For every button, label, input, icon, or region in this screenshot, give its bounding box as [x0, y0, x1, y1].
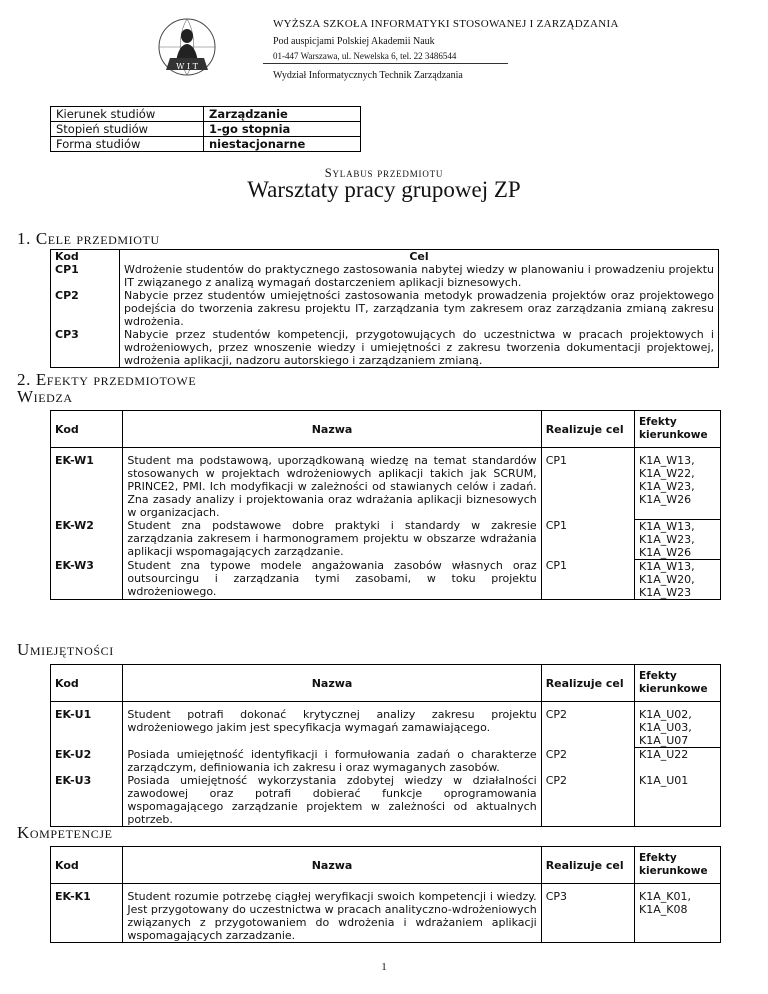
- section-number: 1.: [17, 229, 31, 248]
- outcome-goal: CP2: [541, 708, 634, 748]
- page-number: 1: [381, 961, 387, 973]
- outcome-row: [51, 748, 721, 774]
- effect-code: K1A_W20,: [639, 572, 695, 586]
- outcome-row: [51, 890, 721, 943]
- goal-code: CP3: [51, 328, 120, 368]
- outcome-text: Posiada umiejętność identyfikacji i formułowania zadań o charakterze zarządczym, definiowania ich zakresu i oraz wymaganych zasobów.: [123, 748, 541, 774]
- outcome-row: [51, 774, 721, 827]
- header-divider: [263, 63, 508, 64]
- col-efekty: Efekty kierunkowe: [635, 665, 721, 702]
- info-key: Forma studiów: [51, 137, 204, 152]
- effect-code: K1A_W13,: [639, 519, 695, 533]
- outcome-code: EK-K1: [51, 890, 123, 943]
- outcome-effects: [635, 774, 721, 827]
- effect-code: K1A_U02,: [639, 708, 692, 721]
- table-header-row: [51, 665, 721, 702]
- section-number: 2.: [17, 370, 31, 389]
- outcome-goal: CP2: [541, 774, 634, 827]
- outcome-goal: CP2: [541, 748, 634, 774]
- logo-lettering: W I T: [176, 62, 198, 71]
- info-row: [51, 137, 361, 152]
- outcome-code: EK-U3: [51, 774, 123, 827]
- syllabus-label: Sylabus przedmiotu: [324, 166, 444, 180]
- effect-code: K1A_W13,: [639, 559, 695, 573]
- outcome-text: Student rozumie potrzebę ciągłej weryfikacji swoich kompetencji i wiedzy. Jest przygotowany do uczestnictwa w pracach analityczno-wdrożeniowych związanych z przygotowaniem do wdrożenia i wdrażaniem aplikacji wspomagających zarzadzanie.: [123, 890, 541, 943]
- effect-code: K1A_U01: [639, 773, 689, 787]
- knowledge-table: [50, 410, 721, 600]
- outcome-text: Student zna typowe modele angażowania zasobów własnych oraz outsourcingu i zarządzania tymi zasobami, w toku projektu wdrożeniowego.: [123, 559, 541, 599]
- outcome-goal: CP3: [541, 890, 634, 943]
- col-nazwa: Nazwa: [123, 665, 541, 702]
- section-title: Efekty przedmiotowe: [35, 370, 197, 389]
- address-line: 01-447 Warszawa, ul. Newelska 6, tel. 22 3486544: [273, 51, 457, 61]
- table-header-row: [51, 847, 721, 884]
- goals-header-kod: Kod: [51, 250, 120, 264]
- department-name: Wydział Informatycznych Technik Zarządzania: [273, 70, 463, 81]
- col-realizuje: Realizuje cel: [541, 411, 634, 448]
- goal-code: CP2: [51, 289, 120, 328]
- outcome-code: EK-U1: [51, 708, 123, 748]
- outcome-goal: CP1: [541, 519, 634, 559]
- table-header-row: [51, 411, 721, 448]
- subsection-competences: Kompetencje: [17, 823, 113, 842]
- patron-line: Pod auspicjami Polskiej Akademii Nauk: [273, 36, 435, 47]
- goal-code: CP1: [51, 263, 120, 289]
- effect-code: K1A_U07: [639, 734, 689, 747]
- outcome-effects: [635, 890, 721, 943]
- goal-row: [51, 263, 719, 289]
- effect-code: K1A_W26: [639, 545, 692, 559]
- info-value: niestacjonarne: [204, 137, 361, 152]
- goal-text: Wdrożenie studentów do praktycznego zastosowania nabytej wiedzy w planowaniu i prowadzeniu projektu IT związanego z analizą wymagań dostarczeniem aplikacji biznesowych.: [120, 263, 719, 289]
- outcome-effects: [635, 708, 721, 748]
- goal-row: [51, 289, 719, 328]
- outcome-row: [51, 708, 721, 748]
- info-key: Kierunek studiów: [51, 107, 204, 122]
- university-name: WYŻSZA SZKOŁA INFORMATYKI STOSOWANEJ I ZARZĄDZANIA: [273, 18, 619, 30]
- effect-code: K1A_W23,: [639, 532, 695, 546]
- outcome-code: EK-W1: [51, 454, 123, 519]
- info-key: Stopień studiów: [51, 122, 204, 137]
- effect-code: K1A_W22,: [639, 467, 695, 480]
- skills-table: [50, 664, 721, 827]
- col-efekty: Efekty kierunkowe: [635, 847, 721, 884]
- outcome-effects: [635, 454, 721, 519]
- outcome-row: [51, 559, 721, 599]
- outcome-goal: CP1: [541, 454, 634, 519]
- info-row: [51, 122, 361, 137]
- info-value: 1-go stopnia: [204, 122, 361, 137]
- university-logo: [148, 14, 226, 84]
- col-kod: Kod: [51, 411, 123, 448]
- outcome-text: Student potrafi dokonać krytycznej analizy zakresu projektu wdrożeniowego jakim jest specyfikacja wymagań zamawiającego.: [123, 708, 541, 748]
- subsection-knowledge: Wiedza: [17, 387, 73, 406]
- outcome-effects: [635, 519, 721, 559]
- effect-code: K1A_K08: [639, 903, 688, 916]
- col-realizuje: Realizuje cel: [541, 665, 634, 702]
- effect-code: K1A_U22: [639, 748, 689, 761]
- col-kod: Kod: [51, 665, 123, 702]
- program-info-table: [50, 106, 361, 152]
- section-title: Cele przedmiotu: [35, 229, 160, 248]
- effect-code: K1A_W23,: [639, 480, 695, 493]
- competences-table: [50, 846, 721, 943]
- effect-code: K1A_K01,: [639, 890, 691, 903]
- outcome-effects: [635, 748, 721, 774]
- info-row: [51, 107, 361, 122]
- effect-code: K1A_W23: [639, 585, 692, 599]
- outcome-text: Posiada umiejętność wykorzystania zdobytej wiedzy w działalności zawodowej oraz potrafi dobierać funkcje oprogramowania wspomagającego zarządzanie projektem w zależności od aktualnych potrzeb.: [123, 774, 541, 827]
- course-title: Warsztaty pracy grupowej ZP: [247, 177, 521, 202]
- col-kod: Kod: [51, 847, 123, 884]
- col-nazwa: Nazwa: [123, 411, 541, 448]
- goal-text: Nabycie przez studentów umiejętności zastosowania metodyk prowadzenia projektów oraz projektowego podejścia do tworzenia zakresu projektu IT, zarządzania tym zakresem oraz zarządzania zmianą zakresu wdrożenia.: [120, 289, 719, 328]
- goals-table: [50, 249, 719, 368]
- goals-header-row: [51, 250, 719, 264]
- goal-text: Nabycie przez studentów kompetencji, przygotowujących do uczestnictwa w pracach projektowych i wdrożeniowych, przez wnoszenie wiedzy i umiejętności z zakresu tworzenia dokumentacji projektowej, wdrożenia aplikacji, nadzoru autorskiego i zarządzaniem zmianą.: [120, 328, 719, 368]
- outcome-text: Student zna podstawowe dobre praktyki i standardy w zakresie zarządzania zakresem i harmonogramem projektu w obszarze wdrażania aplikacji wspomagających zarządzanie.: [123, 519, 541, 559]
- outcome-code: EK-W2: [51, 519, 123, 559]
- col-realizuje: Realizuje cel: [541, 847, 634, 884]
- goal-row: [51, 328, 719, 368]
- subsection-skills: Umiejętności: [17, 640, 114, 659]
- col-efekty: Efekty kierunkowe: [635, 411, 721, 448]
- effect-code: K1A_W26: [639, 493, 692, 506]
- effect-code: K1A_W13,: [639, 454, 695, 467]
- info-value: Zarządzanie: [204, 107, 361, 122]
- outcome-code: EK-U2: [51, 748, 123, 774]
- effect-code: K1A_U03,: [639, 721, 692, 734]
- section-heading-goals: [17, 229, 160, 249]
- outcome-code: EK-W3: [51, 559, 123, 599]
- outcome-row: [51, 519, 721, 559]
- goals-header-cel: Cel: [120, 250, 719, 264]
- outcome-text: Student ma podstawową, uporządkowaną wiedzę na temat standardów stosowanych w projektach wdrożeniowych aplikacji takich jak SCRUM, PRINCE2, PMI. Ich modyfikacji w zależności od stawianych celów i zadań. Zna zasady analizy i projektowania oraz wdrażania aplikacji biznesowych w organizacjach.: [123, 454, 541, 519]
- col-nazwa: Nazwa: [123, 847, 541, 884]
- outcome-goal: CP1: [541, 559, 634, 599]
- outcome-row: [51, 454, 721, 519]
- outcome-effects: [635, 559, 721, 599]
